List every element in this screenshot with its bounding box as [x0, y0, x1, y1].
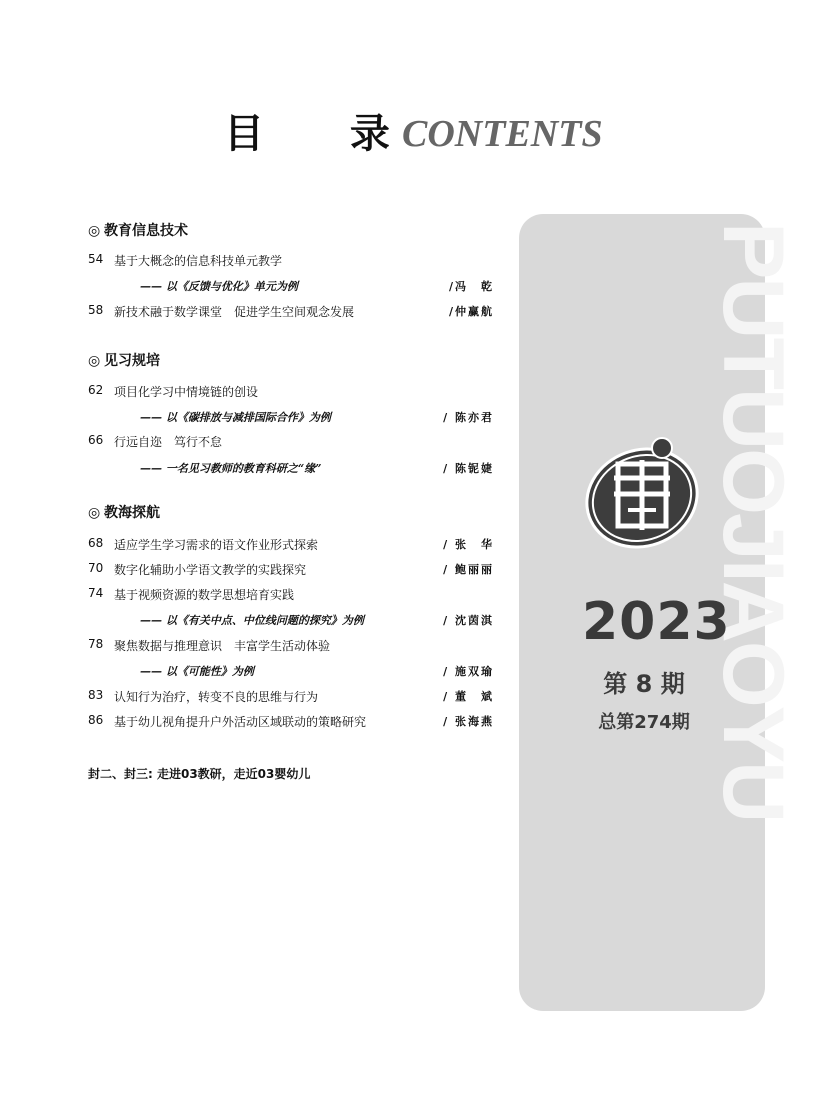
article-title: 新技术融于数学课堂 促进学生空间观念发展: [114, 305, 355, 319]
issue-number: 第 8 期: [603, 670, 685, 698]
article-title: 行远自迩 笃行不怠: [114, 435, 223, 449]
article-author: / 董 斌: [443, 690, 494, 703]
article-title: 聚焦数据与推理意识 丰富学生活动体验: [114, 639, 331, 653]
toc-entry[interactable]: [88, 383, 494, 401]
article-subtitle: —— 以《可能性》为例: [140, 665, 254, 678]
page-number: 70: [88, 561, 104, 575]
article-title: 适应学生学习需求的语文作业形式探索: [114, 538, 319, 552]
article-title: 认知行为治疗，转变不良的思维与行为: [114, 690, 319, 704]
toc-entry[interactable]: [88, 561, 494, 579]
article-title: 基于视频资源的数学思想培育实践: [114, 588, 295, 602]
article-author: / 张 华: [443, 538, 494, 551]
article-author: / 张海燕: [443, 715, 494, 728]
article-author: / 陈铌婕: [443, 462, 494, 475]
article-title: 项目化学习中情境链的创设: [114, 385, 259, 399]
section-title: 教育信息技术: [104, 223, 188, 239]
section-title: 教海探航: [104, 505, 160, 521]
toc-entry[interactable]: [88, 586, 494, 604]
toc-subtitle-row: [140, 409, 494, 427]
article-subtitle: —— 以《有关中点、中位线问题的探究》为例: [140, 614, 364, 627]
toc-entry[interactable]: [88, 713, 494, 731]
toc-subtitle-row: [140, 612, 494, 630]
bullet-icon: ◎: [88, 353, 101, 369]
article-subtitle: —— 一名见习教师的教育科研之“缘”: [140, 462, 322, 475]
article-subtitle: —— 以《反馈与优化》单元为例: [140, 280, 298, 293]
article-subtitle: —— 以《碳排放与减排国际合作》为例: [140, 411, 331, 424]
page-number: 62: [88, 383, 104, 397]
section-heading: [88, 220, 188, 240]
page-number: 68: [88, 536, 104, 550]
page-number: 78: [88, 637, 104, 651]
section-heading: [88, 350, 160, 370]
toc-subtitle-row: [140, 278, 494, 296]
page-number: 83: [88, 688, 104, 702]
article-title: 数字化辅助小学语文教学的实践探究: [114, 563, 307, 577]
page-number: 74: [88, 586, 104, 600]
article-title: 基于幼儿视角提升户外活动区域联动的策略研究: [114, 715, 367, 729]
page-number: 54: [88, 252, 104, 266]
issue-year: 2023: [582, 592, 731, 652]
toc-entry[interactable]: [88, 637, 494, 655]
toc-subtitle-row: [140, 663, 494, 681]
page-number: 86: [88, 713, 104, 727]
toc-entry[interactable]: [88, 303, 494, 321]
toc-entry[interactable]: [88, 252, 494, 270]
article-author: / 陈亦君: [443, 411, 494, 424]
article-author: / 施双瑜: [443, 665, 494, 678]
page-title-cn: 目 录: [224, 110, 426, 157]
section-heading: [88, 502, 160, 522]
bullet-icon: ◎: [88, 223, 101, 239]
page-number: 58: [88, 303, 104, 317]
toc-entry[interactable]: [88, 536, 494, 554]
article-author: /冯 乾: [448, 280, 494, 293]
watermark-label: PUTUOJIAOYU: [705, 222, 801, 822]
article-author: /仲赢航: [448, 305, 494, 318]
toc-entry[interactable]: [88, 433, 494, 451]
toc-subtitle-row: [140, 460, 494, 478]
toc-entry[interactable]: [88, 688, 494, 706]
article-author: / 沈茵淇: [443, 614, 494, 627]
page-title-en: CONTENTS: [402, 113, 603, 155]
bullet-icon: ◎: [88, 505, 101, 521]
section-title: 见习规培: [104, 353, 160, 369]
cover-note: 封二、封三: 走进03教研，走近03婴幼儿: [88, 767, 311, 781]
journal-seal-icon: [584, 436, 704, 552]
article-author: / 鲍丽丽: [443, 563, 494, 576]
page-number: 66: [88, 433, 104, 447]
total-issue-number: 总第274期: [598, 712, 690, 733]
article-title: 基于大概念的信息科技单元教学: [114, 254, 283, 268]
